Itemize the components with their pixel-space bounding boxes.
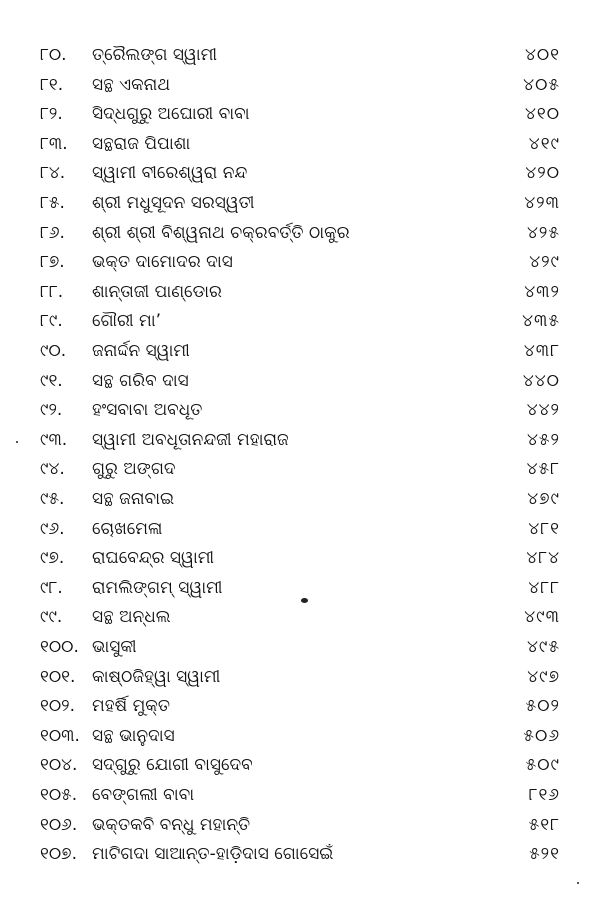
toc-entry <box>0 218 600 248</box>
entry-title: ସନ୍ଥ ଭାନୁଦାସ <box>92 725 175 746</box>
entry-number: ୯୨. <box>40 400 63 421</box>
toc-entry <box>0 602 600 632</box>
toc-entry <box>0 99 600 129</box>
entry-title: ଚୋଖମେଳା <box>92 518 163 539</box>
entry-page-number: ୫୧୮ <box>528 814 560 835</box>
entry-title: ମାଟିଗଦା ସାଆନ୍ତ-ହାଡ଼ିଦାସ ଗୋସେଇଁ <box>92 844 334 865</box>
toc-entry <box>0 662 600 692</box>
toc-entry <box>0 632 600 662</box>
entry-page-number: ୪୨୯ <box>529 252 560 273</box>
entry-page-number: ୪୪୨ <box>526 400 560 421</box>
entry-page-number: ୫୦୨ <box>525 696 560 717</box>
entry-title: ସଦ୍‌ଗୁରୁ ଯୋଗୀ ବାସୁଦେବ <box>92 755 253 776</box>
entry-page-number: ୫୨୧ <box>529 844 560 865</box>
entry-title: ଜନାର୍ଦ୍ଦନ ସ୍ୱାମୀ <box>92 341 190 361</box>
entry-title: କାଷ୍ଠଜିହ୍ୱା ସ୍ୱାମୀ <box>92 666 221 687</box>
toc-entry <box>0 70 600 100</box>
entry-title: ଶ୍ରୀ ଶ୍ରୀ ବିଶ୍ୱନାଥ ଚକ୍ରବର୍ତ୍ତି ଠାକୁର <box>92 222 350 243</box>
entry-page-number: ୪୨୫ <box>527 222 560 243</box>
entry-page-number: ୪୯୭ <box>527 666 560 687</box>
entry-title: ଭକ୍ତକବି ବନ୍ଧୁ ମହାନ୍ତି <box>92 814 251 835</box>
entry-number: ୧୦୭. <box>40 844 77 865</box>
entry-page-number: ୪୩୨ <box>524 281 560 302</box>
entry-number: ୮୯. <box>40 311 63 332</box>
toc-entry <box>0 336 600 366</box>
entry-title: ଗୁରୁ ଅଙ୍ଗଦ <box>92 459 176 480</box>
entry-number: ୮୪. <box>40 163 66 184</box>
toc-entry <box>0 839 600 869</box>
toc-entry <box>0 810 600 840</box>
entry-page-number: ୪୧୯ <box>528 133 560 154</box>
entry-number: ୧୦୪. <box>40 755 78 776</box>
entry-page-number: ୪୨୦ <box>525 163 560 184</box>
entry-page-number: ୪୦୧ <box>524 45 560 65</box>
entry-page-number: ୪୮୮ <box>528 577 560 598</box>
entry-number: ୯୧. <box>40 370 63 391</box>
ink-speck <box>16 441 18 443</box>
toc-entry <box>0 158 600 188</box>
entry-number: ୮୬. <box>40 222 65 243</box>
toc-entry <box>0 454 600 484</box>
entry-number: ୧୦୩. <box>40 725 80 746</box>
entry-page-number: ୪୮୪ <box>526 548 560 569</box>
entry-number: ୯୮. <box>40 577 63 598</box>
entry-title: ତ୍ରୈଲଙ୍ଗ ସ୍ୱାମୀ <box>92 45 218 65</box>
toc-entry <box>0 40 600 70</box>
entry-title: ସନ୍ଥରାଜ ପିପାଶା <box>92 133 191 154</box>
entry-title: ଶ୍ରୀ ମଧୁସୂଦନ ସରସ୍ୱତୀ <box>92 193 255 213</box>
toc-entry <box>0 188 600 218</box>
entry-title: ବେଙ୍ଗଲୀ ବାବା <box>92 785 195 805</box>
toc-entry <box>0 721 600 751</box>
entry-number: ୮୨. <box>40 104 63 125</box>
entry-number: ୧୦୫. <box>40 785 78 805</box>
toc-entry <box>0 306 600 336</box>
entry-number: ୯୫. <box>40 489 65 509</box>
entry-page-number: ୪୭୯ <box>527 489 560 509</box>
toc-entry <box>0 277 600 307</box>
entry-title: ରାମଲିଙ୍ଗମ୍ ସ୍ୱାମୀ <box>92 577 223 598</box>
toc-entry <box>0 129 600 159</box>
entry-number: ୮୫. <box>40 193 65 213</box>
ink-speck <box>577 882 579 884</box>
entry-title: ସନ୍ଥ ଗରିବ ଦାସ <box>92 370 189 391</box>
ink-speck <box>301 598 308 603</box>
entry-title: ମହର୍ଷି ମୁକ୍ତ <box>92 696 170 717</box>
entry-number: ୧୦୨. <box>40 696 76 717</box>
entry-page-number: ୫୦୬ <box>523 725 560 746</box>
entry-number: ୮୮. <box>40 281 64 302</box>
entry-number: ୮୩. <box>40 133 68 154</box>
entry-title: ରାଘବେନ୍ଦ୍ର ସ୍ୱାମୀ <box>92 548 215 569</box>
entry-page-number: ୪୫୨ <box>527 429 560 450</box>
entry-number: ୧୦୬. <box>40 814 78 835</box>
entry-page-number: ୪୩୫ <box>522 311 560 332</box>
entry-number: ୮୧. <box>40 74 64 95</box>
entry-number: ୯୬. <box>40 518 65 539</box>
toc-entry <box>0 425 600 455</box>
toc-entry <box>0 366 600 396</box>
entry-number: ୯୯. <box>40 607 63 628</box>
entry-page-number: ୪୨୩ <box>524 193 560 213</box>
toc-entry <box>0 750 600 780</box>
entry-page-number: ୪୯୩ <box>524 607 560 628</box>
toc-entry <box>0 573 600 603</box>
entry-number: ୯୭. <box>40 548 65 569</box>
entry-title: ଗୌରୀ ମା’ <box>92 311 161 332</box>
toc-entry <box>0 395 600 425</box>
toc-entry <box>0 543 600 573</box>
entry-title: ସନ୍ଥ ଏକନାଥ <box>92 74 171 95</box>
toc-entry <box>0 247 600 277</box>
entry-number: ୯୦. <box>40 341 67 361</box>
entry-number: ୯୩. <box>40 429 68 450</box>
toc-entry <box>0 691 600 721</box>
entry-page-number: ୪୧୦ <box>524 104 560 125</box>
entry-title: ସ୍ୱାମୀ ବୀରେଶ୍ୱରା ନନ୍ଦ <box>92 163 248 184</box>
entry-title: ଶାନ୍ତାଜୀ ପାଣ୍ଡୋର <box>92 281 222 302</box>
entry-page-number: ୪୯୫ <box>527 637 560 657</box>
entry-title: ସିଦ୍ଧଗୁରୁ ଅଘୋରୀ ବାବା <box>92 104 250 125</box>
entry-number: ୮୭. <box>40 252 65 273</box>
entry-page-number: ୪୪୦ <box>522 370 560 391</box>
entry-number: ୮୦. <box>40 45 67 65</box>
entry-page-number: ୪୦୫ <box>523 74 560 95</box>
toc-entry <box>0 514 600 544</box>
entry-page-number: ୪୫୮ <box>526 459 560 480</box>
entry-number: ୯୪. <box>40 459 65 480</box>
entry-title: ହଂସବାବା ଅବଧୂତ <box>92 400 203 421</box>
entry-title: ଭାସୁକୀ <box>92 637 137 657</box>
entry-title: ଭକ୍ତ ଦାମୋଦର ଦାସ <box>92 252 233 273</box>
entry-page-number: ୪୩୮ <box>523 341 560 361</box>
entry-page-number: ୮୧୬ <box>528 785 560 805</box>
entry-page-number: ୪୮୧ <box>528 518 560 539</box>
entry-title: ସ୍ୱାମୀ ଅବଧୂତାନନ୍ଦଜୀ ମହାରାଜ <box>92 429 289 450</box>
toc-entry <box>0 780 600 810</box>
entry-page-number: ୫୦୯ <box>525 755 560 776</box>
entry-number: ୧୦୦. <box>40 637 79 657</box>
entry-title: ସନ୍ଥ ଅନ୍ଧଲ <box>92 607 171 628</box>
entry-number: ୧୦୧. <box>40 666 76 687</box>
entry-title: ସନ୍ଥ ଜନାବାଇ <box>92 489 175 509</box>
toc-entry <box>0 484 600 514</box>
